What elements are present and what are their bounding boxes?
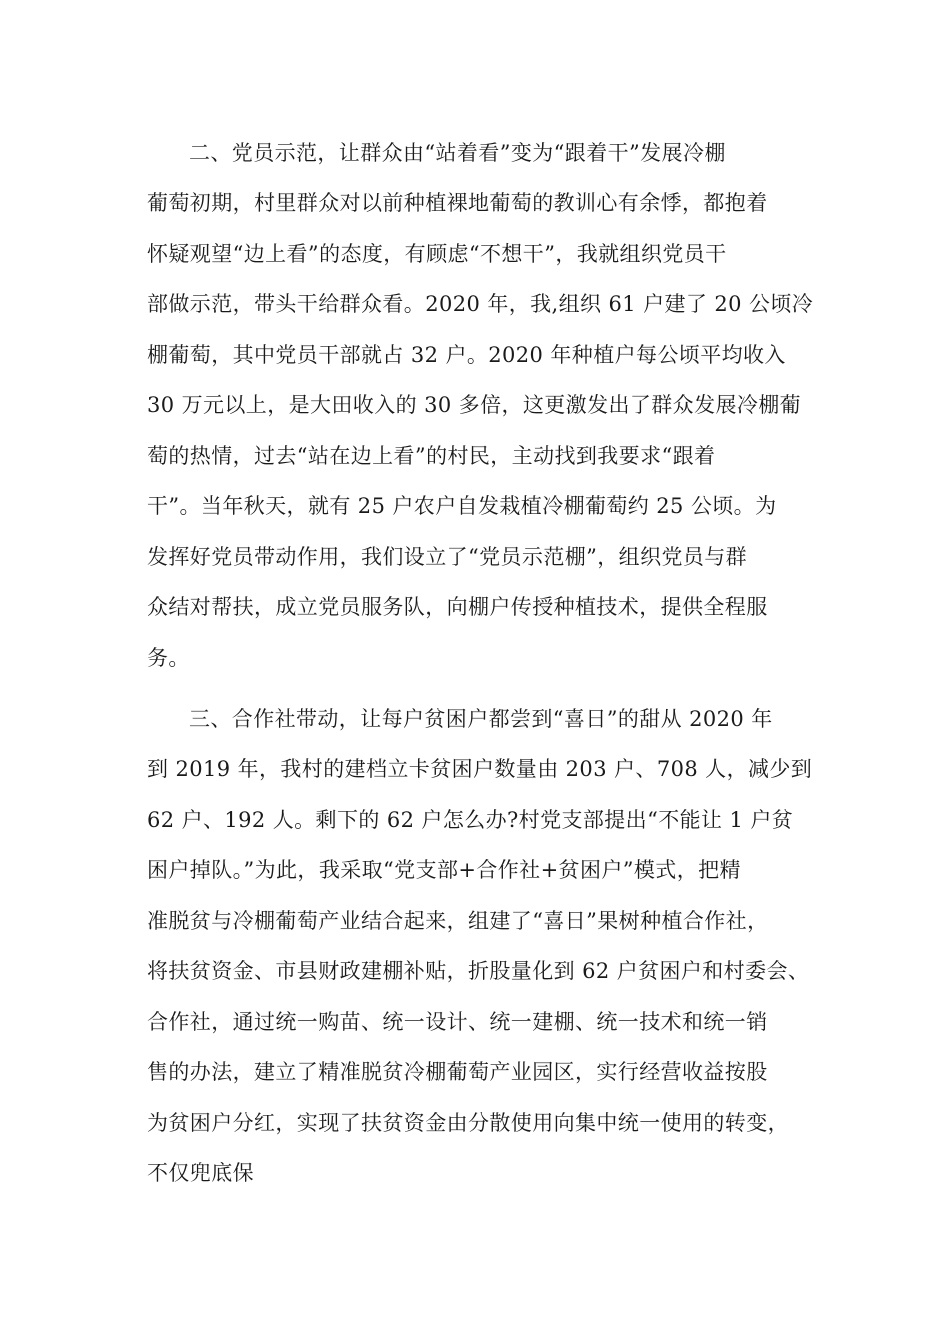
text-line: 30 万元以上，是大田收入的 30 多倍，这更激发出了群众发展冷棚葡 (147, 393, 802, 417)
text-line: 二、党员示范，让群众由“站着看”变为“跟着干”发展冷棚 (189, 141, 726, 165)
text-line: 葡萄初期，村里群众对以前种植裸地葡萄的教训心有余悸，都抱着 (147, 191, 768, 215)
text-line: 为贫困户分红，实现了扶贫资金由分散使用向集中统一使用的转变， (147, 1111, 789, 1135)
text-line: 合作社，通过统一购苗、统一设计、统一建棚、统一技术和统一销 (147, 1010, 768, 1034)
text-line: 干”。当年秋天，就有 25 户农户自发栽植冷棚葡萄约 25 公顷。为 (147, 494, 777, 518)
text-line: 部做示范，带头干给群众看。2020 年，我,组织 61 户建了 20 公顷冷 (147, 292, 814, 316)
text-line: 62 户、192 人。剩下的 62 户怎么办?村党支部提出“不能让 1 户贫 (147, 808, 794, 832)
text-line: 萄的热情，过去“站在边上看”的村民，主动找到我要求“跟着 (147, 444, 716, 468)
text-line: 棚葡萄，其中党员干部就占 32 户。2020 年种植户每公顷平均收入 (147, 343, 786, 367)
text-line: 发挥好党员带动作用，我们设立了“党员示范棚”，组织党员与群 (147, 545, 748, 569)
text-line: 将扶贫资金、市县财政建棚补贴，折股量化到 62 户贫困户和村委会、 (147, 959, 810, 983)
text-line: 售的办法，建立了精准脱贫冷棚葡萄产业园区，实行经营收益按股 (147, 1060, 768, 1084)
text-line: 不仅兜底保 (147, 1161, 254, 1185)
text-line: 务。 (147, 646, 190, 670)
text-line: 困户掉队。”为此，我采取“党支部+合作社+贫困户”模式，把精 (147, 858, 741, 882)
text-line: 三、合作社带动，让每户贫困户都尝到“喜日”的甜从 2020 年 (189, 707, 773, 731)
text-line: 到 2019 年，我村的建档立卡贫困户数量由 203 户、708 人，减少到 (147, 757, 813, 781)
text-line: 众结对帮扶，成立党员服务队，向棚户传授种植技术，提供全程服 (147, 595, 768, 619)
text-line: 怀疑观望“边上看”的态度，有顾虑“不想干”，我就组织党员干 (147, 242, 727, 266)
text-line: 准脱贫与冷棚葡萄产业结合起来，组建了“喜日”果树种植合作社， (147, 909, 769, 933)
